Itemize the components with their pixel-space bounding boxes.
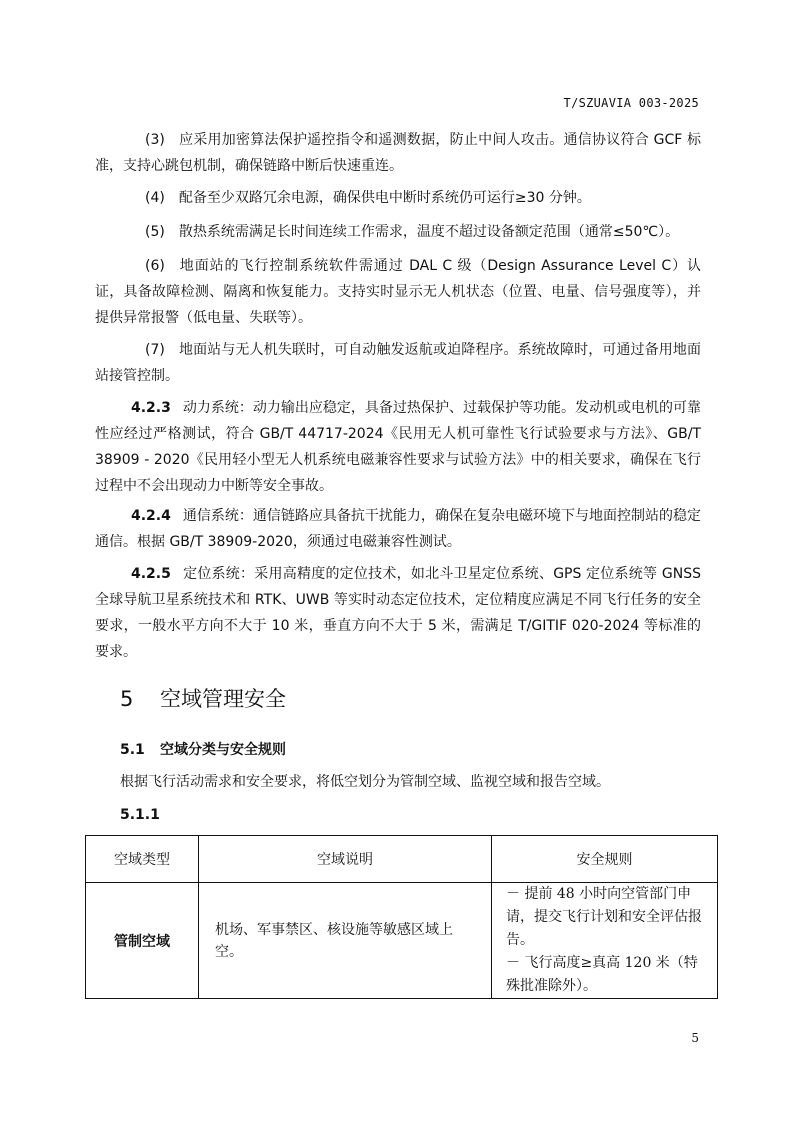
item-text: 地面站与无人机失联时，可自动触发返航或迫降程序。系统故障时，可通过备用地面站接管控制。 <box>95 342 701 384</box>
subsection-number: 5.1.1 <box>120 807 160 823</box>
chapter-title: 空域管理安全 <box>160 687 286 711</box>
section-number: 4.2.4 <box>131 508 171 524</box>
section-4-2-3 <box>95 395 701 499</box>
table-row <box>86 883 718 999</box>
airspace-desc-cell: 机场、军事禁区、核设施等敏感区域上空。 <box>199 883 492 999</box>
item-text: 应采用加密算法保护遥控指令和遥测数据，防止中间人攻击。通信协议符合 GCF 标准，支持心跳包机制，确保链路中断后快速重连。 <box>95 132 701 174</box>
item-text: 地面站的飞行控制系统软件需通过 DAL C 级（Design Assurance Level C）认证，具备故障检测、隔离和恢复能力。支持实时显示无人机状态（位置、电量、信号强度等），并提供异常报警（低电量、失联等）。 <box>95 258 701 326</box>
section-title: 空域分类与安全规则 <box>160 742 286 758</box>
header-airspace-type: 空域类型 <box>86 836 199 883</box>
item-number: (7) <box>145 342 165 358</box>
header-safety-rules: 安全规则 <box>492 836 718 883</box>
item-number: (3) <box>145 132 165 148</box>
item-number: (6) <box>145 258 165 274</box>
document-code-header: T/SZUAVIA 003-2025 <box>563 96 699 110</box>
section-text: 通信系统：通信链路应具备抗干扰能力，确保在复杂电磁环境下与地面控制站的稳定通信。根据 GB/T 38909-2020，须通过电磁兼容性测试。 <box>95 508 701 550</box>
section-number: 4.2.3 <box>131 400 171 416</box>
safety-rules-cell <box>492 883 718 999</box>
section-4-2-5 <box>95 561 701 665</box>
section-text: 动力系统：动力输出应稳定，具备过热保护、过载保护等功能。发动机或电机的可靠性应经过严格测试，符合 GB/T 44717-2024《民用无人机可靠性飞行试验要求与方法》、GB/T 38909 - 2020《民用轻小型无人机系统电磁兼容性要求与试验方法》中的相关要求，确保在飞行过程中不会出现动力中断等安全事故。 <box>95 400 701 494</box>
item-number: (4) <box>145 190 165 206</box>
section-number: 5.1 <box>120 742 145 758</box>
item-text: 散热系统需满足长时间连续工作需求，温度不超过设备额定范围（通常≤50℃）。 <box>178 224 680 240</box>
page-number: 5 <box>691 1031 699 1045</box>
paragraph-7 <box>95 337 701 389</box>
item-number: (5) <box>145 224 165 240</box>
paragraph-5 <box>95 219 701 245</box>
section-number: 4.2.5 <box>131 566 171 582</box>
chapter-heading <box>120 683 286 713</box>
header-airspace-desc: 空域说明 <box>199 836 492 883</box>
paragraph-6 <box>95 253 701 331</box>
paragraph-4 <box>95 185 701 211</box>
chapter-number: 5 <box>120 687 134 711</box>
table-header-row <box>86 836 718 883</box>
airspace-table <box>85 835 718 999</box>
section-text: 定位系统：采用高精度的定位技术，如北斗卫星定位系统、GPS 定位系统等 GNSS 全球导航卫星系统技术和 RTK、UWB 等实时动态定位技术，定位精度应满足不同飞行任务的安全要求，一般水平方向不大于 10 米，垂直方向不大于 5 米，需满足 T/GITIF 020-2024 等标准的要求。 <box>95 566 701 660</box>
section-heading <box>120 739 286 759</box>
paragraph-3 <box>95 127 701 179</box>
section-intro: 根据飞行活动需求和安全要求，将低空划分为管制空域、监视空域和报告空域。 <box>120 774 610 790</box>
section-4-2-4 <box>95 503 701 555</box>
rule-item: － 提前 48 小时向空管部门申请，提交飞行计划和安全评估报告。 <box>506 886 702 948</box>
item-text: 配备至少双路冗余电源，确保供电中断时系统仍可运行≥30 分钟。 <box>178 190 591 206</box>
rule-item: － 飞行高度≥真高 120 米（特殊批准除外）。 <box>506 955 698 994</box>
airspace-type-cell: 管制空域 <box>86 883 199 999</box>
